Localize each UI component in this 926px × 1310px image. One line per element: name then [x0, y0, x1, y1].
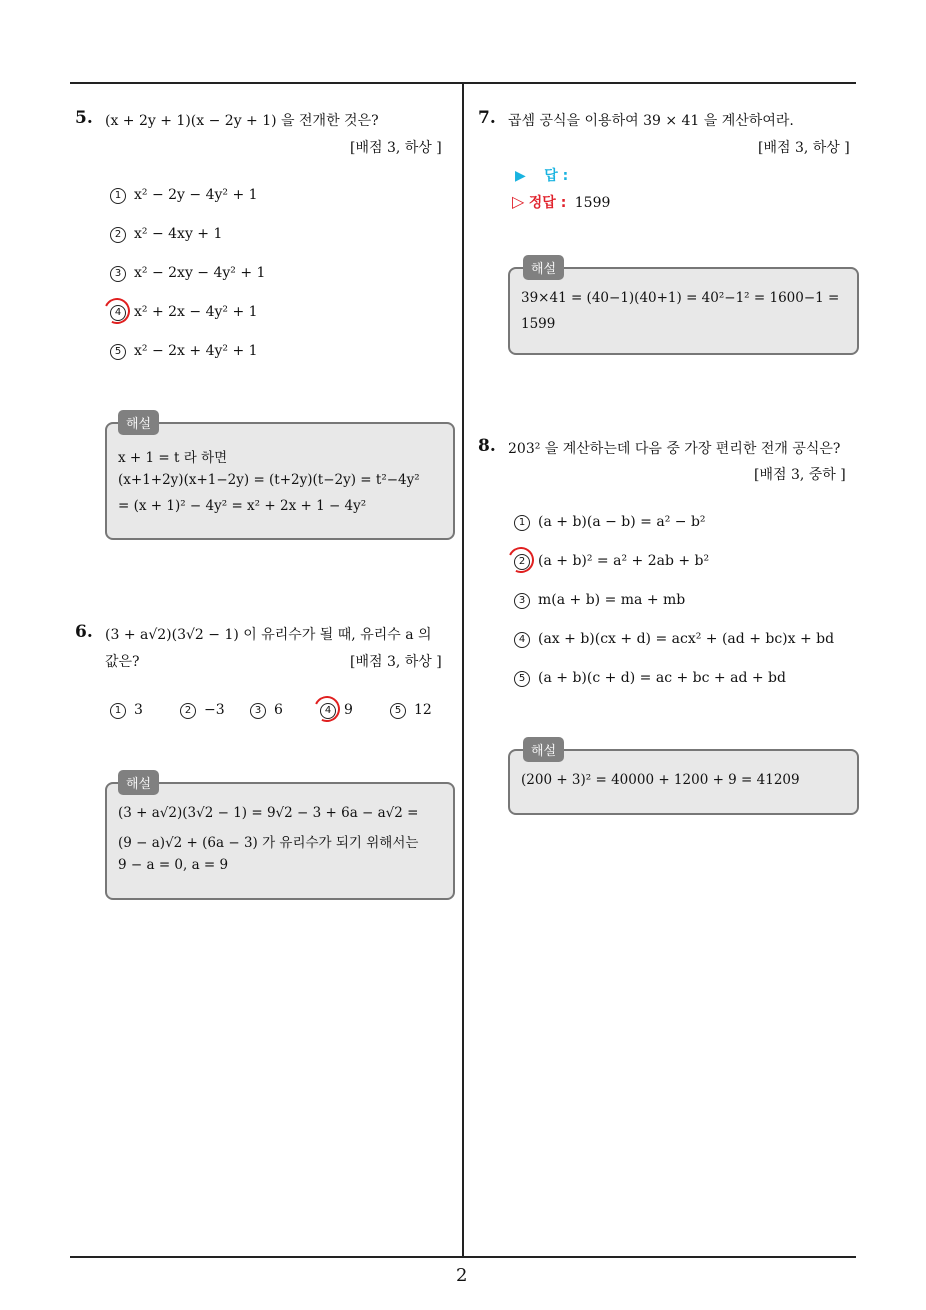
choice-symbol: 5 [390, 703, 406, 719]
points-label: [배점 3, 하상 ] [758, 140, 850, 156]
solution-line: 39×41 = (40−1)(40+1) = 40²−1² = 1600−1 = [521, 290, 840, 306]
answer-mark-icon [504, 543, 537, 576]
choice-3[interactable] [110, 265, 265, 282]
choice-text: m(a + b) = ma + mb [538, 592, 686, 608]
question-number: 6. [75, 622, 93, 642]
solution-line: (x+1+2y)(x+1−2y) = (t+2y)(t−2y) = t²−4y² [118, 472, 420, 488]
solution-line: x + 1 = t 라 하면 [118, 450, 228, 466]
correct-answer-value: 1599 [574, 195, 611, 211]
choice-symbol: 4 [110, 305, 126, 321]
solution-line: 1599 [521, 316, 556, 332]
column-divider [462, 82, 464, 1257]
choice-2[interactable] [110, 226, 222, 243]
solution-line: (3 + a√2)(3√2 − 1) = 9√2 − 3 + 6a − a√2 = [118, 805, 419, 821]
choice-text: x² − 2y − 4y² + 1 [134, 187, 258, 203]
points-label: [배점 3, 하상 ] [350, 140, 442, 156]
choice-4[interactable] [110, 304, 258, 321]
page-number: 2 [456, 1265, 468, 1286]
answer-mark-icon [310, 692, 343, 725]
solution-line: (9 − a)√2 + (6a − 3) 가 유리수가 되기 위해서는 [118, 835, 419, 851]
choice-symbol: 2 [180, 703, 196, 719]
choice-text: x² − 2xy − 4y² + 1 [134, 265, 266, 281]
choice-text: (a + b)(c + d) = ac + bc + ad + bd [538, 670, 786, 686]
correct-answer-row [512, 192, 610, 212]
choice-symbol: 2 [110, 227, 126, 243]
solution-box [508, 267, 859, 355]
question-text: 203² 을 계산하는데 다음 중 가장 편리한 전개 공식은? [508, 441, 841, 457]
solution-line: 9 − a = 0, a = 9 [118, 857, 229, 873]
choice-3[interactable] [250, 702, 283, 719]
choice-text: x² − 2x + 4y² + 1 [134, 343, 258, 359]
choice-symbol: 3 [514, 593, 530, 609]
question-number: 5. [75, 108, 93, 128]
choice-symbol: 5 [514, 671, 530, 687]
points-label: [배점 3, 중하 ] [754, 467, 846, 483]
solution-tag: 해설 [523, 737, 564, 762]
choice-symbol: 4 [320, 703, 336, 719]
choice-4[interactable] [514, 631, 834, 648]
question-text-cont: 값은? [105, 654, 140, 670]
choice-text: (a + b)(a − b) = a² − b² [538, 514, 706, 530]
choice-text: 3 [134, 702, 143, 718]
answer-row [515, 165, 568, 185]
question-text: (3 + a√2)(3√2 − 1) 이 유리수가 될 때, 유리수 a 의 [105, 627, 432, 643]
choice-1[interactable] [110, 187, 258, 204]
play-outline-icon: ▷ [512, 192, 525, 211]
choice-1[interactable] [514, 514, 706, 531]
solution-line: = (x + 1)² − 4y² = x² + 2x + 1 − 4y² [118, 498, 367, 514]
solution-line: (200 + 3)² = 40000 + 1200 + 9 = 41209 [521, 772, 800, 788]
choice-1[interactable] [110, 702, 143, 719]
solution-tag: 해설 [118, 770, 159, 795]
choice-text: (a + b)² = a² + 2ab + b² [538, 553, 710, 569]
choice-2[interactable] [180, 702, 225, 719]
choice-5[interactable] [390, 702, 432, 719]
choice-text: (ax + b)(cx + d) = acx² + (ad + bc)x + bd [538, 631, 835, 647]
points-label: [배점 3, 하상 ] [350, 654, 442, 670]
choice-symbol: 1 [514, 515, 530, 531]
choice-text: −3 [204, 702, 225, 718]
question-number: 7. [478, 108, 496, 128]
choice-symbol: 3 [110, 266, 126, 282]
choice-text: 12 [414, 702, 432, 718]
question-number: 8. [478, 436, 496, 456]
solution-tag: 해설 [523, 255, 564, 280]
bottom-rule [70, 1256, 856, 1258]
choice-5[interactable] [110, 343, 258, 360]
choice-symbol: 4 [514, 632, 530, 648]
solution-tag: 해설 [118, 410, 159, 435]
question-text: (x + 2y + 1)(x − 2y + 1) 을 전개한 것은? [105, 113, 379, 129]
choice-5[interactable] [514, 670, 786, 687]
choice-symbol: 5 [110, 344, 126, 360]
answer-label: 답 : [544, 168, 569, 184]
choice-3[interactable] [514, 592, 685, 609]
correct-answer-label: 정답 : [528, 195, 567, 211]
choice-text: x² + 2x − 4y² + 1 [134, 304, 258, 320]
choice-text: 9 [344, 702, 353, 718]
choice-symbol: 3 [250, 703, 266, 719]
answer-mark-icon [100, 294, 133, 327]
choice-text: x² − 4xy + 1 [134, 226, 223, 242]
choice-text: 6 [274, 702, 283, 718]
question-text: 곱셈 공식을 이용하여 39 × 41 을 계산하여라. [508, 113, 794, 129]
choice-symbol: 2 [514, 554, 530, 570]
choice-2[interactable] [514, 553, 709, 570]
choice-symbol: 1 [110, 703, 126, 719]
choice-symbol: 1 [110, 188, 126, 204]
play-icon: ▶ [515, 168, 526, 184]
